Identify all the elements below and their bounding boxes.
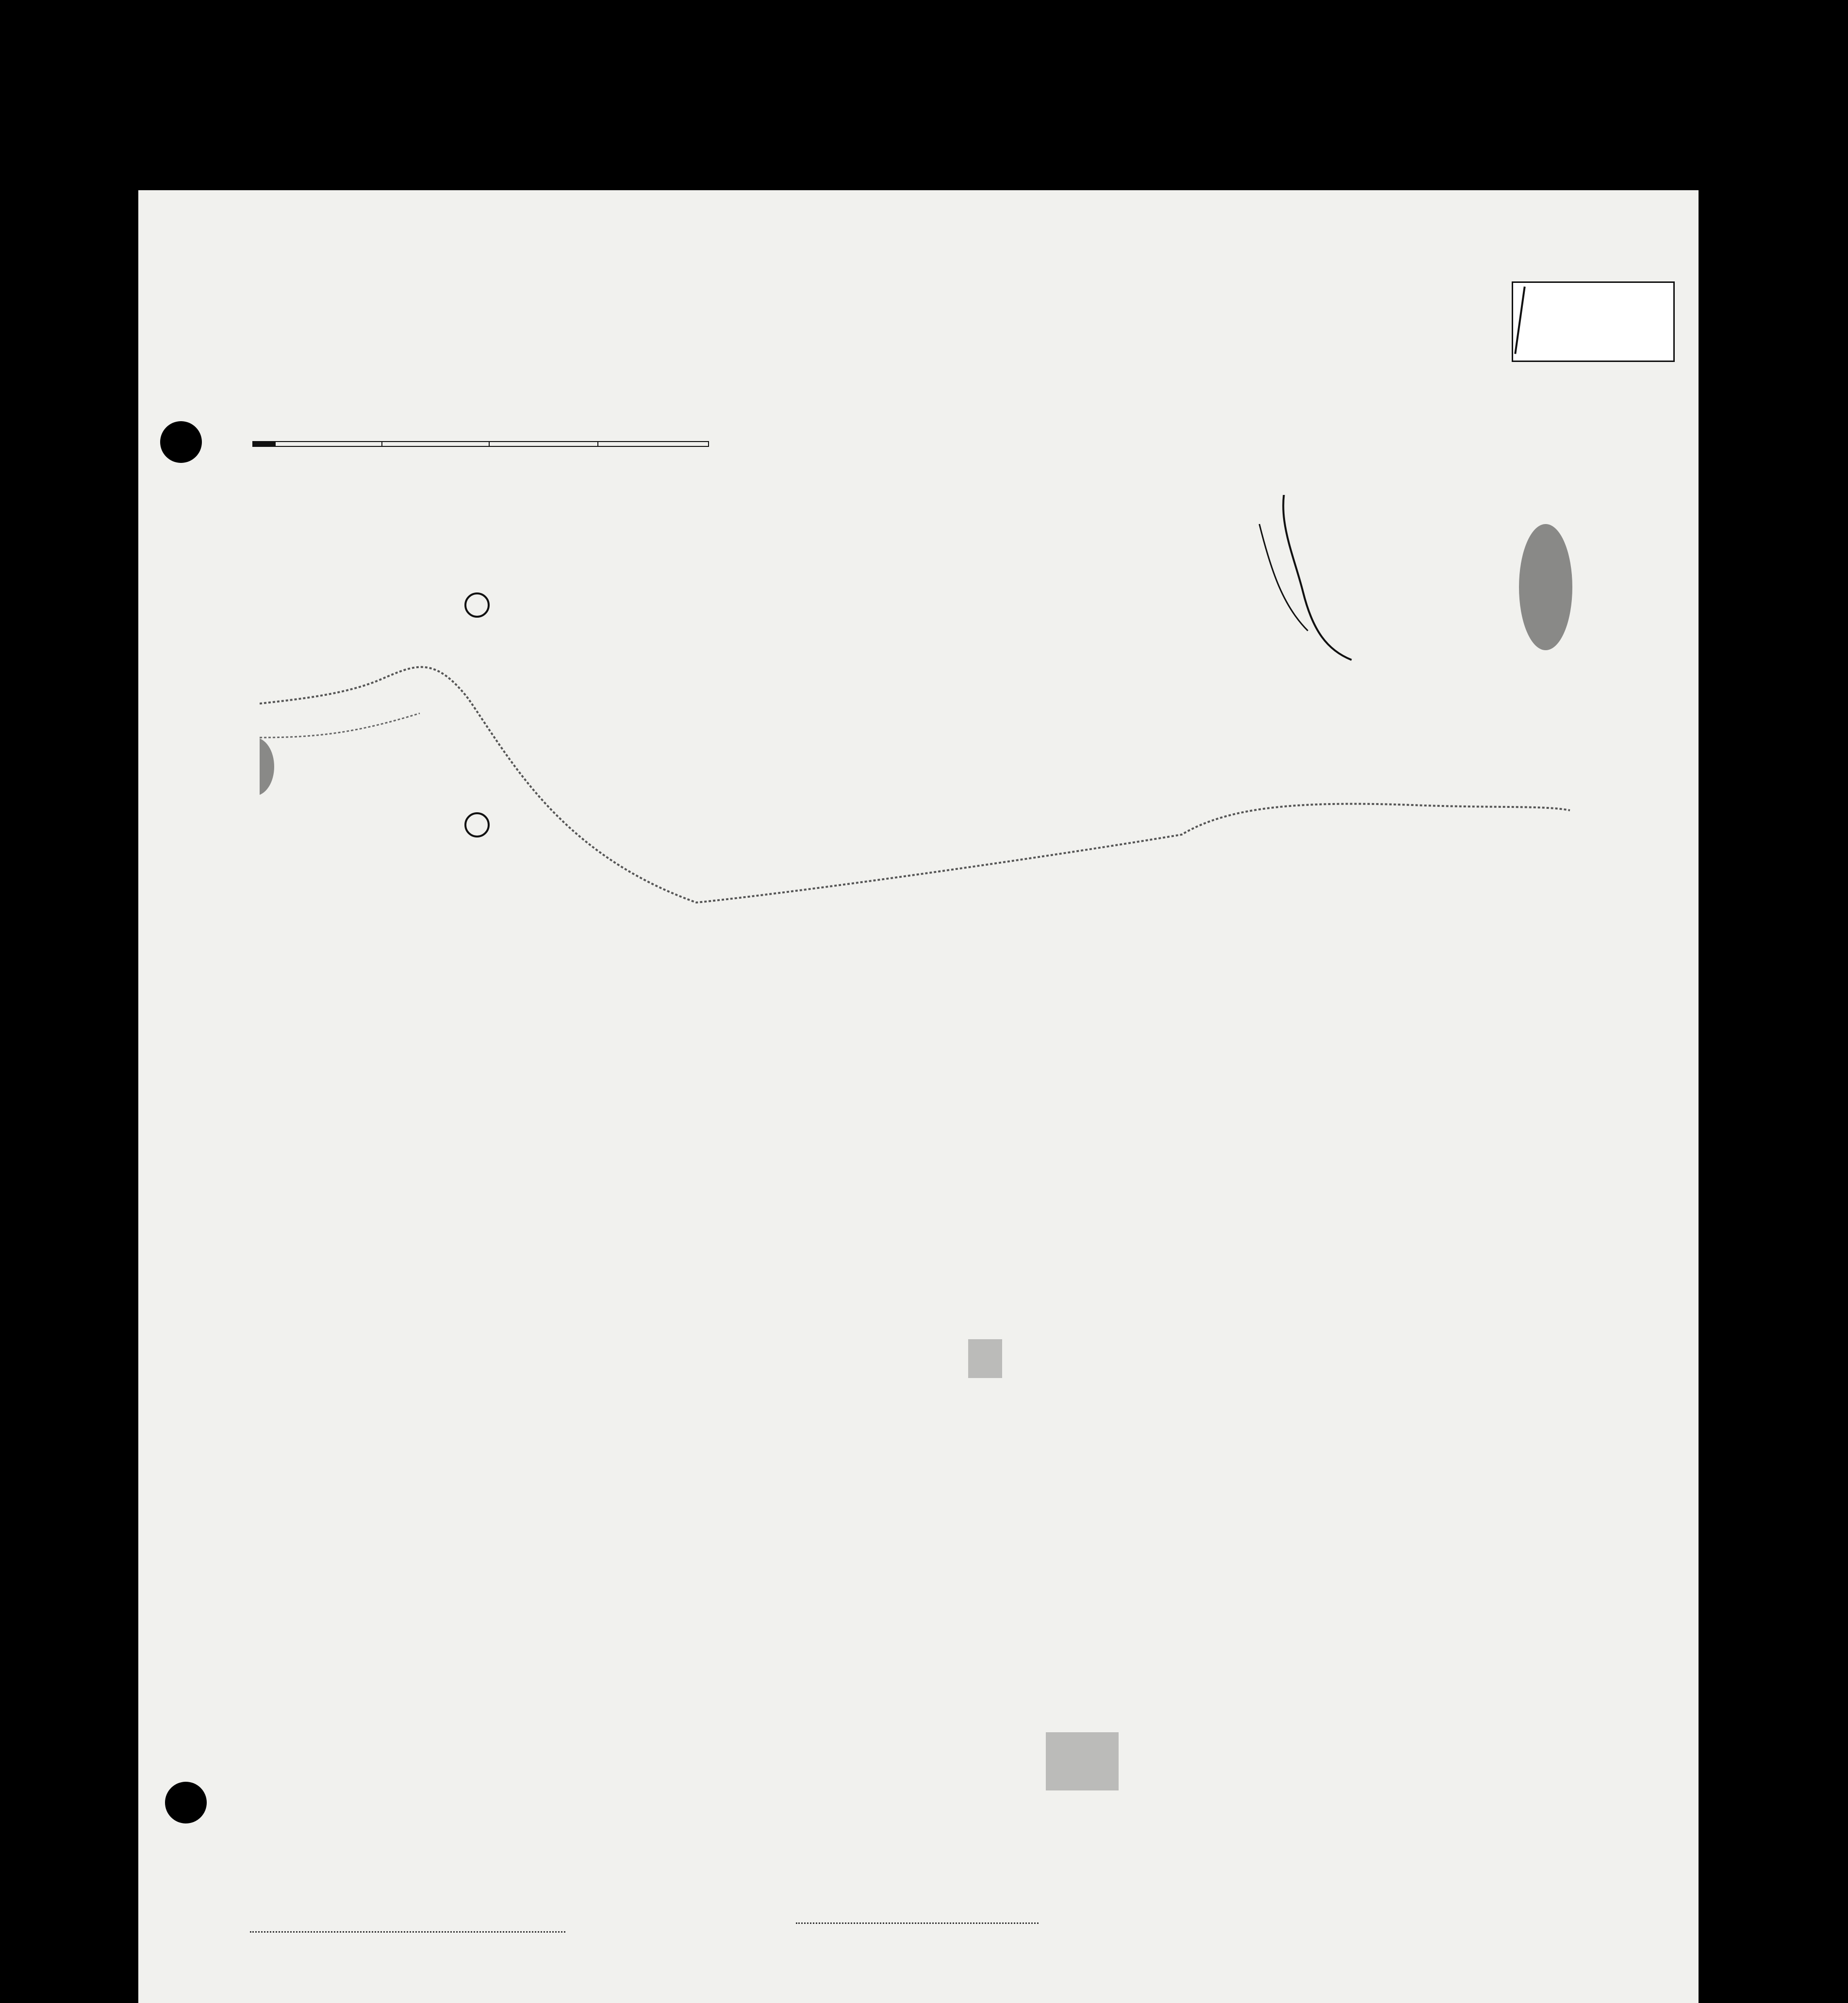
- surveyor-leader: [250, 1931, 565, 1933]
- roads-line: [1254, 1912, 1424, 1933]
- binding-hole-bottom: [165, 1782, 207, 1823]
- trail-branch: [260, 713, 420, 738]
- scale-bar: [252, 436, 718, 455]
- trail-line: [260, 667, 1570, 903]
- woods-symbol: [260, 524, 1572, 796]
- mound-marker: [465, 593, 489, 617]
- township-map: [260, 495, 1589, 1795]
- reference-box: [1512, 281, 1675, 362]
- creek-line: [1283, 495, 1352, 660]
- mound-marker: [465, 813, 489, 837]
- date-leader: [796, 1922, 1039, 1924]
- creek-branch: [1259, 524, 1308, 631]
- binding-hole-top: [160, 421, 202, 463]
- land-line: [1254, 1867, 1293, 1888]
- scrub-symbol: [968, 1339, 1119, 1790]
